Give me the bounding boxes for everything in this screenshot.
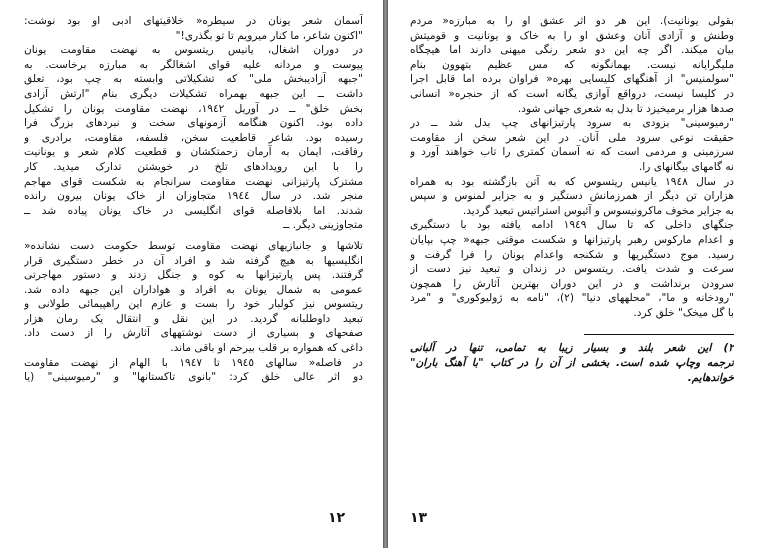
text-line: با گل میخک" خلق کرد. [633, 306, 734, 319]
text-line: شدند. اما بلافاصله قوای انگلیسی در خاک یونان پیاده شد ــ [24, 204, 363, 217]
footnote-line: ترجمه وچاپ شده است. بخشی از آن را در کتاب "با آهنگ باران" [410, 357, 734, 370]
text-line: بخش خلق" ــ در آوریل ١٩٤٢، نهضت مقاومت یونان را تشکیل [24, 102, 363, 115]
text-line: جنگهای داخلی که تا سال ١٩٤٩ ادامه یافته بود با دستگیری [410, 219, 734, 232]
text-line: "اکنون شاعر، ما کنار میرویم تا تو بگذری!" [175, 29, 363, 42]
text-line: "سولمنیس" از آهنگهای کلیسایی بهره« فراوان برده اما قابل اجرا [410, 73, 734, 86]
text-line: عمومی به شمال یونان به افراد و هواداران این جبهه داده شد. [24, 283, 363, 296]
text-line: رفاقت، ایمان به آرمان زحمتکشان و قطعیت کلام شعر و یونانیت [24, 146, 363, 159]
text-line: سرزمینی و مردمی است که نه آسمان کمتری را تاب خواهند آورد و [410, 146, 734, 159]
text-line: ریتسوس نیز کولبار خود را بست و عازم این راهپیمائی طولانی و [24, 298, 363, 311]
text-line: نه گامهای بیگانهای را. [638, 160, 734, 173]
left-page [0, 0, 383, 548]
text-line: "رودخانه و ما"، "محلههای دنیا" (٢)، "نامه به ژولیوکوری" و "مرد [410, 292, 734, 305]
text-line: داغی که همواره بر قلب بیرحم او باقی ماند. [170, 342, 363, 355]
text-line: "جبهه آزادیبخش ملی" که تشکیلاتی وابسته به چپ بود، تعلق [24, 73, 363, 86]
text-line: ملیگرایانه نیست. بهمانگونه که مس عظیم بتهوون بنام [410, 58, 734, 71]
right-page [388, 0, 768, 548]
text-line: آسمان شعر یونان در سیطره« خلاقیتهای ادبی او بود نوشت: [24, 15, 363, 27]
text-line: دو اثر عالی خلق کرد: "بانوی تاکستانها" و "رمیوسینی" (یا [24, 371, 363, 384]
footnote-line: ٢) این شعر بلند و بسیار زیبا به تمامی، تنها در آلبانی [410, 342, 734, 355]
footnote [410, 341, 734, 385]
text-line: در کلیسا نیست، درواقع آوازی یگانه است که از حنجره« انسانی [410, 87, 734, 100]
text-line: و اعدام مارکوس رهبر پارتیزانها و شکست موقتی جبهه« چپ بپایان [410, 233, 734, 246]
text-line: متجاوزینی دیگر. ــ [283, 219, 363, 232]
text-line: رسید. موج دستگیریها و شکنجه واعدام یونان را فرا گرفت و [410, 248, 734, 261]
left-page-text [24, 14, 363, 385]
text-line: صفحهای و بسیاری از دست نوشتههای آثارش را از دست داد. [24, 327, 363, 340]
text-line: در سال ١٩٤٨ یانیس ریتسوس که به آتن بازگشته بود به همراه [410, 175, 734, 188]
text-line: تبعید داوطلبانه گردید. در این نقل و انتقال یک رمان هزار [24, 312, 363, 325]
text-line: پیوست و مردانه علیه قوای اشغالگر به مبارزه برخاست. به [24, 58, 363, 71]
text-line: را با این رویدادهای تلخ در خویشتن تدارک میدید. کار [24, 160, 363, 173]
text-line: هزاران تن دیگر از همرزمانش دستگیر و به جزایر لمنوس و سپس [410, 190, 734, 203]
page-number: ١٢ [328, 510, 346, 526]
text-line: مشترک پارتیزانی نهضت مقاومت سرانجام به شکست قوای مهاجم [24, 175, 363, 188]
text-line: صدها هزار برمیخیزد تا بدل به شعری جهانی شود. [517, 102, 734, 115]
text-line: حقیقت نوعی سرود ملی آنان. در این شعر سخن از مقاومت [410, 131, 734, 144]
text-line: بقولی یونانیت). این هر دو اثر عشق او را به مبارزه« مردم [410, 15, 734, 27]
text-line: رسیده بود. شاعر قاطعیت سخن، فلسفه، مقاومت، برادری و [24, 131, 363, 144]
text-line: در دوران اشغال، یانیس ریتسوس به نهضت مقاومت یونان [24, 44, 363, 57]
text-line: در فاصله« سالهای ١٩٤٥ تا ١٩٤٧ با الهام از نهضت مقاومت [24, 356, 363, 369]
text-line: سرعت و شدت یافت. ریتسوس در زندان و تبعید نیز دست از [410, 263, 734, 276]
page-number: ١٣ [410, 510, 428, 526]
text-line: به جزایر مخوف ماکرونیسوس و آئیوس استراتیس تبعید گردید. [462, 204, 734, 217]
text-line: گرفتند. پس پارتیزانها به کوه و جنگل زدند و دستور مهاجرتی [24, 269, 363, 282]
text-line: داده بود. اکنون هنگامه آزمونهای سخت و نبردهای بزرگ فرا [24, 117, 363, 130]
footnote-divider [584, 334, 734, 335]
footnote-line: خواندهایم. [687, 371, 734, 384]
text-line: بیان میکند. اگر چه این دو شعر رنگی میهنی دارند اما هیچگاه [410, 44, 734, 57]
text-line: سرودن برنداشت و در این دوران بهترین آثارش را همچون [410, 277, 734, 290]
text-line: "رمیوسینی" بزودی به سرود پارتیزانهای چپ بدل شد ــ در [410, 117, 734, 130]
text-line: داشت ــ این جبهه بهمراه تشکیلات دیگری بنام "ارتش آزادی [24, 87, 363, 100]
text-line: تلاشها و جانبازیهای نهضت مقاومت توسط حکومت دست نشانده« [24, 239, 363, 252]
right-page-text [410, 14, 734, 320]
text-line: انگلیسیها به هیچ گرفته شد و افراد آن در خطر دستگیری قرار [24, 254, 363, 267]
text-line: منجر شد. در سال ١٩٤٤ متجاوزان از خاک یونان بیرون رانده [24, 190, 363, 203]
text-line: وطنش و آزادی آنان وعشق او را به خاک و یونانیت و قومیتش [410, 29, 734, 42]
